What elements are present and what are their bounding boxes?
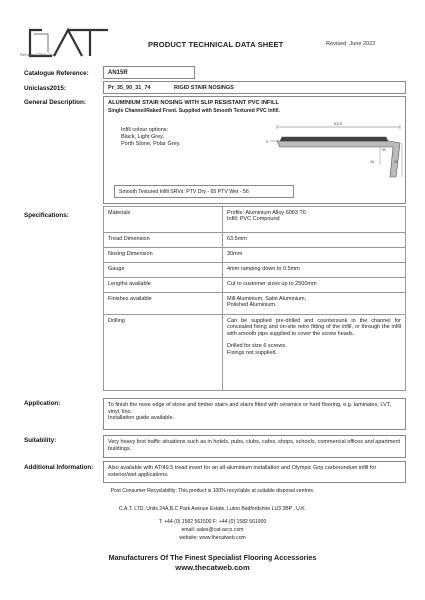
logo-subtitle: Part of the KOBRA Group (20, 53, 57, 57)
infill-heading: Infill colour options: (121, 127, 169, 133)
application-box (103, 398, 406, 430)
uniclass-label: Uniclass2015: (24, 85, 67, 92)
additional-label: Additional Information: (24, 464, 94, 471)
email-text: email: sales@cat-accs.com (181, 527, 244, 533)
drilling-fixings: Fixings not supplied. (227, 349, 278, 356)
drilling-text: Can be supplied pre-drilled and countersunk in the channel for concealed fixing and on-site retro fitting of the infill, or through the infill with smooth pips supplied to cover the screw heads. (227, 317, 401, 337)
general-title: ALUMINIUM STAIR NOSING WITH SLIP RESISTANT PVC INFILL (108, 100, 279, 106)
dim-left: 4 (265, 139, 268, 144)
spec-value (223, 315, 406, 391)
infill-line-1: Black, Light Grey, (121, 134, 164, 140)
table-row (104, 233, 406, 248)
spec-key: Nosing Dimension (104, 248, 223, 263)
application-guide: Installation guide available. (108, 415, 175, 422)
table-row (104, 207, 406, 233)
catalogue-box (103, 66, 195, 79)
dim-top: 63.5 (334, 121, 342, 126)
spec-value-line: Infill: PVC Compound (227, 216, 280, 223)
dim-r2: 26 (370, 160, 374, 164)
catalogue-label: Catalogue Reference: (24, 70, 89, 77)
uniclass-name: RIGID STAIR NOSINGS (174, 85, 234, 91)
page-title: PRODUCT TECHNICAL DATA SHEET (148, 40, 284, 49)
spec-value: 30mm (223, 248, 406, 263)
table-row (104, 248, 406, 263)
general-subtitle: Single Channel/Raked Front. Supplied with Smooth Textured PVC Infill. (108, 108, 280, 114)
application-label: Application: (24, 400, 61, 407)
spec-value: 63.5mm (223, 233, 406, 248)
specifications-label: Specifications: (24, 212, 69, 219)
table-row (104, 315, 406, 391)
cat-logo (28, 24, 114, 64)
suitability-label: Suitability: (24, 437, 57, 444)
spec-value: 4mm ramping down to 0.5mm (223, 263, 406, 278)
uniclass-code: Pr_35_90_31_74 (108, 85, 151, 91)
spec-key: Drilling (104, 315, 223, 391)
tagline: Manufacturers Of The Finest Specialist Flooring Accessories (108, 553, 317, 562)
spec-value-line: Mill Aluminium, Satin Aluminium, (227, 295, 307, 302)
spec-key: Materials (104, 207, 223, 233)
table-row (104, 278, 406, 293)
profile-drawing (250, 117, 405, 185)
spec-key: Lengths available (104, 278, 223, 293)
spec-key: Finishes available (104, 293, 223, 315)
website-link[interactable]: www.thecatweb.com (175, 563, 250, 572)
spec-value: Cut to customer sizes up to 2500mm (223, 278, 406, 293)
revised-date: Revised: June 2022 (326, 41, 376, 47)
website-small-text: website: www.thecatweb.com (179, 535, 246, 541)
general-label: General Description: (24, 99, 86, 106)
srv-text: Smooth Textured Infill SRVs: PTV Dry - 65 PTV Wet - 56 (119, 189, 249, 195)
spec-value-line: Polished Aluminium. (227, 302, 277, 309)
infill-line-2: Porth Stone, Polar Grey. (121, 141, 181, 147)
catalogue-value: AN15R (108, 70, 128, 76)
additional-box (103, 461, 406, 483)
spec-value-line: Profile: Aluminium Alloy 6063 T6 (227, 209, 306, 216)
dim-r1: 30 (382, 148, 386, 152)
dim-r3: 30 (394, 160, 398, 164)
drilling-screws: Drilled for size 6 screws. (227, 343, 287, 350)
spec-value (223, 293, 406, 315)
address-text: C.A.T. LTD. Units 24A,B,C Park Avenue Estate, Luton Bedfordshire LU3 3BP . U.K. (118, 506, 307, 512)
application-text: To finish the nose edge of stone and timber stairs and stairs fitted with ceramics or hard flooring, e.g. laminates, LVT, vinyl, lino. (108, 402, 391, 415)
table-row (104, 263, 406, 278)
suitability-box (103, 435, 406, 458)
spec-key: Tread Dimension (104, 233, 223, 248)
specifications-table (103, 206, 406, 391)
srv-box (114, 185, 294, 198)
suitability-text: Very heavy foot traffic situations such as in hotels, pubs, clubs, cafes, shops, schools, commercial offices and apartment buildings. (108, 439, 401, 452)
additional-text: Also available with ATI49.5 tread insert for an all-aluminium installation and Olympic Grip carborundum infill for exterior/wet applications. (108, 465, 377, 478)
spec-key: Gauge (104, 263, 223, 278)
recyclability-text: Post Consumer Recyclability: This product is 100% recyclable at suitable disposal centres. (110, 488, 315, 494)
uniclass-box (103, 81, 406, 94)
table-row (104, 293, 406, 315)
phone-text: T: +44 (0) 1582 561500 F: +44 (0) 1582 561900 (158, 519, 267, 525)
spec-value (223, 207, 406, 233)
